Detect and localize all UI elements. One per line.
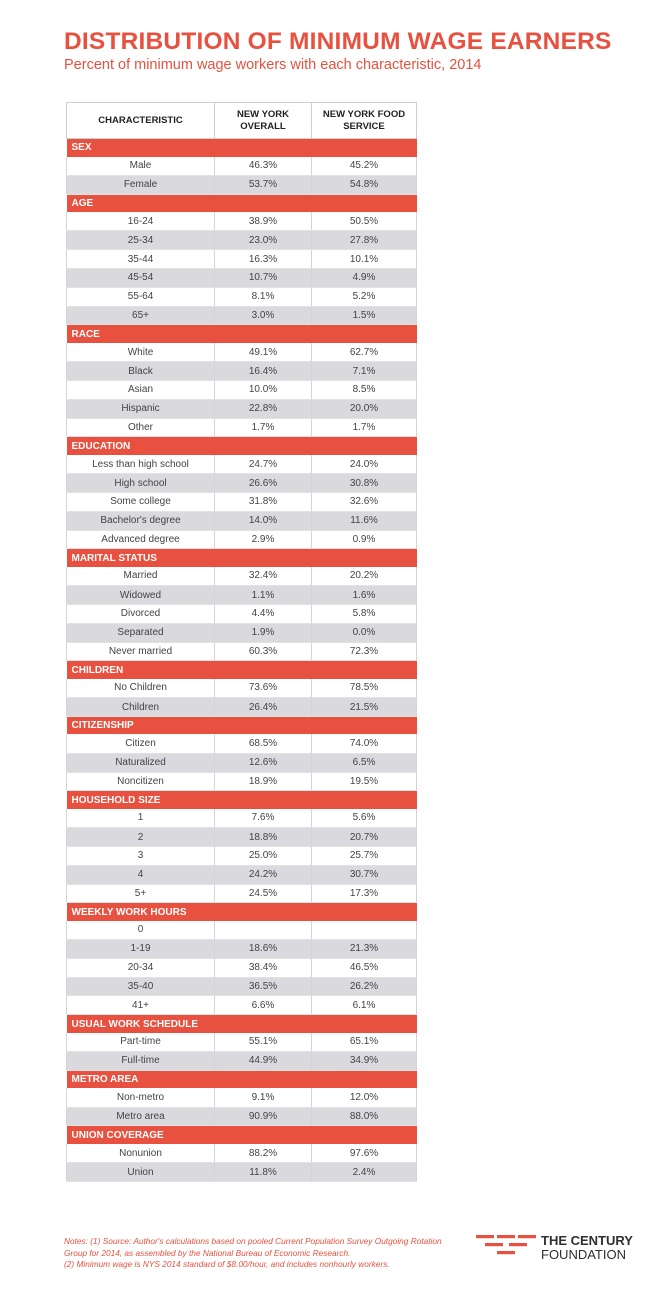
section-title: CHILDREN [67,661,417,679]
table-row [67,977,417,996]
cell-ny-overall: 24.2% [215,865,312,884]
section-title: MARITAL STATUS [67,549,417,567]
cell-characteristic: White [67,343,215,362]
cell-characteristic: Citizen [67,734,215,753]
table-row [67,1088,417,1107]
table-row [67,958,417,977]
cell-ny-overall: 8.1% [215,287,312,306]
cell-characteristic: Bachelor's degree [67,511,215,530]
section-title: USUAL WORK SCHEDULE [67,1015,417,1033]
table-row [67,698,417,717]
cell-characteristic: 0 [67,921,215,940]
cell-ny-food-service: 6.1% [312,996,417,1015]
cell-characteristic: Other [67,418,215,437]
cell-characteristic: 4 [67,865,215,884]
cell-characteristic: Divorced [67,604,215,623]
cell-ny-overall: 68.5% [215,734,312,753]
cell-ny-food-service: 5.8% [312,604,417,623]
cell-ny-food-service: 8.5% [312,380,417,399]
cell-ny-food-service: 17.3% [312,884,417,903]
section-title: SEX [67,139,417,157]
section-title: METRO AREA [67,1070,417,1088]
section-title: EDUCATION [67,437,417,455]
table-body [67,139,417,1182]
cell-ny-food-service: 21.3% [312,940,417,959]
table-row [67,455,417,474]
section-header-row [67,661,417,679]
table-row [67,846,417,865]
section-header-row [67,791,417,809]
cell-characteristic: Children [67,698,215,717]
cell-ny-food-service: 21.5% [312,698,417,717]
table-row [67,1163,417,1182]
cell-ny-overall: 88.2% [215,1144,312,1163]
cell-characteristic: 2 [67,828,215,847]
table-row [67,306,417,325]
section-title: AGE [67,194,417,212]
cell-characteristic: Black [67,362,215,381]
cell-ny-food-service: 24.0% [312,455,417,474]
table-row [67,865,417,884]
cell-characteristic: Naturalized [67,753,215,772]
table-row [67,250,417,269]
cell-ny-food-service: 11.6% [312,511,417,530]
cell-ny-food-service: 20.7% [312,828,417,847]
cell-characteristic: 1 [67,809,215,828]
cell-ny-food-service: 72.3% [312,642,417,661]
cell-characteristic: High school [67,474,215,493]
table-row [67,362,417,381]
section-header-row [67,1126,417,1144]
section-title: HOUSEHOLD SIZE [67,791,417,809]
table-row [67,996,417,1015]
table-row [67,1144,417,1163]
cell-characteristic: Full-time [67,1052,215,1071]
cell-ny-overall: 26.6% [215,474,312,493]
cell-characteristic: 55-64 [67,287,215,306]
table-row [67,157,417,176]
cell-ny-overall: 18.6% [215,940,312,959]
cell-ny-overall: 7.6% [215,809,312,828]
cell-ny-food-service: 45.2% [312,157,417,176]
cell-characteristic: Hispanic [67,399,215,418]
cell-ny-overall: 26.4% [215,698,312,717]
cell-ny-food-service: 5.6% [312,809,417,828]
cell-ny-overall: 38.4% [215,958,312,977]
cell-ny-overall: 10.0% [215,380,312,399]
logo-line-1: THE CENTURY [541,1233,633,1248]
cell-characteristic: 65+ [67,306,215,325]
section-title: RACE [67,325,417,343]
cell-ny-overall: 1.9% [215,623,312,642]
table-row [67,380,417,399]
cell-ny-overall: 32.4% [215,567,312,586]
cell-characteristic: Separated [67,623,215,642]
cell-ny-food-service: 4.9% [312,268,417,287]
table-row [67,268,417,287]
cell-ny-food-service: 1.7% [312,418,417,437]
cell-ny-overall: 24.7% [215,455,312,474]
cell-characteristic: Part-time [67,1033,215,1052]
cell-ny-overall: 25.0% [215,846,312,865]
cell-ny-overall: 18.9% [215,772,312,791]
cell-characteristic: 1-19 [67,940,215,959]
table-row [67,940,417,959]
header-characteristic: CHARACTERISTIC [67,103,215,139]
cell-ny-food-service: 46.5% [312,958,417,977]
cell-ny-food-service: 97.6% [312,1144,417,1163]
cell-ny-overall: 16.4% [215,362,312,381]
section-header-row [67,716,417,734]
cell-characteristic: Female [67,175,215,194]
section-header-row [67,325,417,343]
table-row [67,511,417,530]
cell-ny-food-service [312,921,417,940]
table-row [67,567,417,586]
table-row [67,343,417,362]
cell-characteristic: Noncitizen [67,772,215,791]
page-title: DISTRIBUTION OF MINIMUM WAGE EARNERS [64,28,612,55]
table-row [67,530,417,549]
table-row [67,772,417,791]
cell-ny-food-service: 7.1% [312,362,417,381]
cell-ny-overall: 4.4% [215,604,312,623]
cell-ny-overall: 49.1% [215,343,312,362]
cell-ny-food-service: 0.0% [312,623,417,642]
logo-wordmark [541,1234,633,1262]
cell-characteristic: Asian [67,380,215,399]
cell-characteristic: 35-44 [67,250,215,269]
cell-ny-food-service: 54.8% [312,175,417,194]
cell-ny-food-service: 20.0% [312,399,417,418]
cell-characteristic: Union [67,1163,215,1182]
cell-ny-food-service: 30.8% [312,474,417,493]
cell-characteristic: 3 [67,846,215,865]
cell-ny-overall: 10.7% [215,268,312,287]
cell-ny-overall: 14.0% [215,511,312,530]
table-row [67,679,417,698]
table-row [67,474,417,493]
logo-line-2: FOUNDATION [541,1247,626,1262]
section-header-row [67,194,417,212]
cell-characteristic: Male [67,157,215,176]
cell-ny-food-service: 0.9% [312,530,417,549]
cell-ny-overall: 31.8% [215,492,312,511]
table-row [67,1107,417,1126]
cell-ny-food-service: 34.9% [312,1052,417,1071]
cell-characteristic: 16-24 [67,212,215,231]
cell-ny-overall: 12.6% [215,753,312,772]
cell-ny-food-service: 50.5% [312,212,417,231]
table-row [67,604,417,623]
cell-characteristic: 20-34 [67,958,215,977]
section-title: CITIZENSHIP [67,716,417,734]
cell-ny-food-service: 78.5% [312,679,417,698]
cell-characteristic: 25-34 [67,231,215,250]
cell-ny-overall: 2.9% [215,530,312,549]
cell-characteristic: Non-metro [67,1088,215,1107]
cell-ny-food-service: 1.6% [312,586,417,605]
cell-ny-food-service: 5.2% [312,287,417,306]
table-row [67,734,417,753]
cell-characteristic: No Children [67,679,215,698]
section-header-row [67,549,417,567]
cell-ny-overall: 16.3% [215,250,312,269]
cell-ny-overall: 3.0% [215,306,312,325]
cell-ny-overall [215,921,312,940]
cell-ny-food-service: 20.2% [312,567,417,586]
page-subtitle: Percent of minimum wage workers with each characteristic, 2014 [64,57,482,73]
cell-characteristic: Metro area [67,1107,215,1126]
section-header-row [67,903,417,921]
cell-ny-overall: 18.8% [215,828,312,847]
cell-ny-food-service: 1.5% [312,306,417,325]
table-row [67,921,417,940]
cell-ny-overall: 24.5% [215,884,312,903]
cell-ny-overall: 55.1% [215,1033,312,1052]
table-row [67,418,417,437]
cell-characteristic: Widowed [67,586,215,605]
century-foundation-mark-icon [476,1235,536,1255]
table-row [67,586,417,605]
cell-characteristic: 41+ [67,996,215,1015]
header-ny-overall: NEW YORK OVERALL [215,103,312,139]
cell-ny-food-service: 27.8% [312,231,417,250]
cell-ny-overall: 73.6% [215,679,312,698]
cell-ny-food-service: 65.1% [312,1033,417,1052]
table-row [67,399,417,418]
cell-ny-food-service: 74.0% [312,734,417,753]
table-row [67,753,417,772]
table-row [67,287,417,306]
cell-characteristic: 35-40 [67,977,215,996]
cell-ny-food-service: 30.7% [312,865,417,884]
cell-characteristic: Never married [67,642,215,661]
cell-ny-overall: 23.0% [215,231,312,250]
cell-ny-food-service: 32.6% [312,492,417,511]
cell-characteristic: 45-54 [67,268,215,287]
table-header-row [67,103,417,139]
cell-ny-overall: 1.7% [215,418,312,437]
table-row [67,809,417,828]
cell-characteristic: 5+ [67,884,215,903]
footnotes [64,1236,464,1271]
table-row [67,492,417,511]
cell-ny-food-service: 19.5% [312,772,417,791]
footnote-1: Notes: (1) Source: Author's calculations based on pooled Current Population Survey Outgoing Rotation Group for 2014, as assembled by the National Bureau of Economic Research. [64,1236,442,1258]
cell-ny-overall: 44.9% [215,1052,312,1071]
cell-characteristic: Married [67,567,215,586]
cell-ny-overall: 38.9% [215,212,312,231]
footnote-2: (2) Minimum wage is NYS 2014 standard of $8.00/hour, and includes nonhourly workers. [64,1259,390,1269]
section-header-row [67,139,417,157]
cell-ny-overall: 9.1% [215,1088,312,1107]
cell-ny-food-service: 88.0% [312,1107,417,1126]
cell-ny-food-service: 2.4% [312,1163,417,1182]
cell-characteristic: Advanced degree [67,530,215,549]
cell-ny-food-service: 6.5% [312,753,417,772]
cell-characteristic: Less than high school [67,455,215,474]
table-row [67,642,417,661]
characteristics-table [66,102,417,1182]
section-header-row [67,1070,417,1088]
header-ny-food-service: NEW YORK FOOD SERVICE [312,103,417,139]
table-row [67,1052,417,1071]
section-header-row [67,1015,417,1033]
cell-ny-overall: 1.1% [215,586,312,605]
table-row [67,1033,417,1052]
cell-ny-overall: 90.9% [215,1107,312,1126]
cell-ny-overall: 11.8% [215,1163,312,1182]
section-title: WEEKLY WORK HOURS [67,903,417,921]
table-row [67,231,417,250]
cell-ny-overall: 46.3% [215,157,312,176]
cell-ny-food-service: 62.7% [312,343,417,362]
cell-ny-food-service: 25.7% [312,846,417,865]
cell-ny-food-service: 10.1% [312,250,417,269]
table-row [67,175,417,194]
cell-characteristic: Some college [67,492,215,511]
table-row [67,884,417,903]
century-foundation-logo [476,1232,656,1266]
cell-ny-food-service: 12.0% [312,1088,417,1107]
cell-characteristic: Nonunion [67,1144,215,1163]
cell-ny-overall: 36.5% [215,977,312,996]
cell-ny-overall: 6.6% [215,996,312,1015]
cell-ny-overall: 60.3% [215,642,312,661]
section-header-row [67,437,417,455]
cell-ny-food-service: 26.2% [312,977,417,996]
table-row [67,828,417,847]
cell-ny-overall: 22.8% [215,399,312,418]
cell-ny-overall: 53.7% [215,175,312,194]
section-title: UNION COVERAGE [67,1126,417,1144]
table-row [67,212,417,231]
table-row [67,623,417,642]
